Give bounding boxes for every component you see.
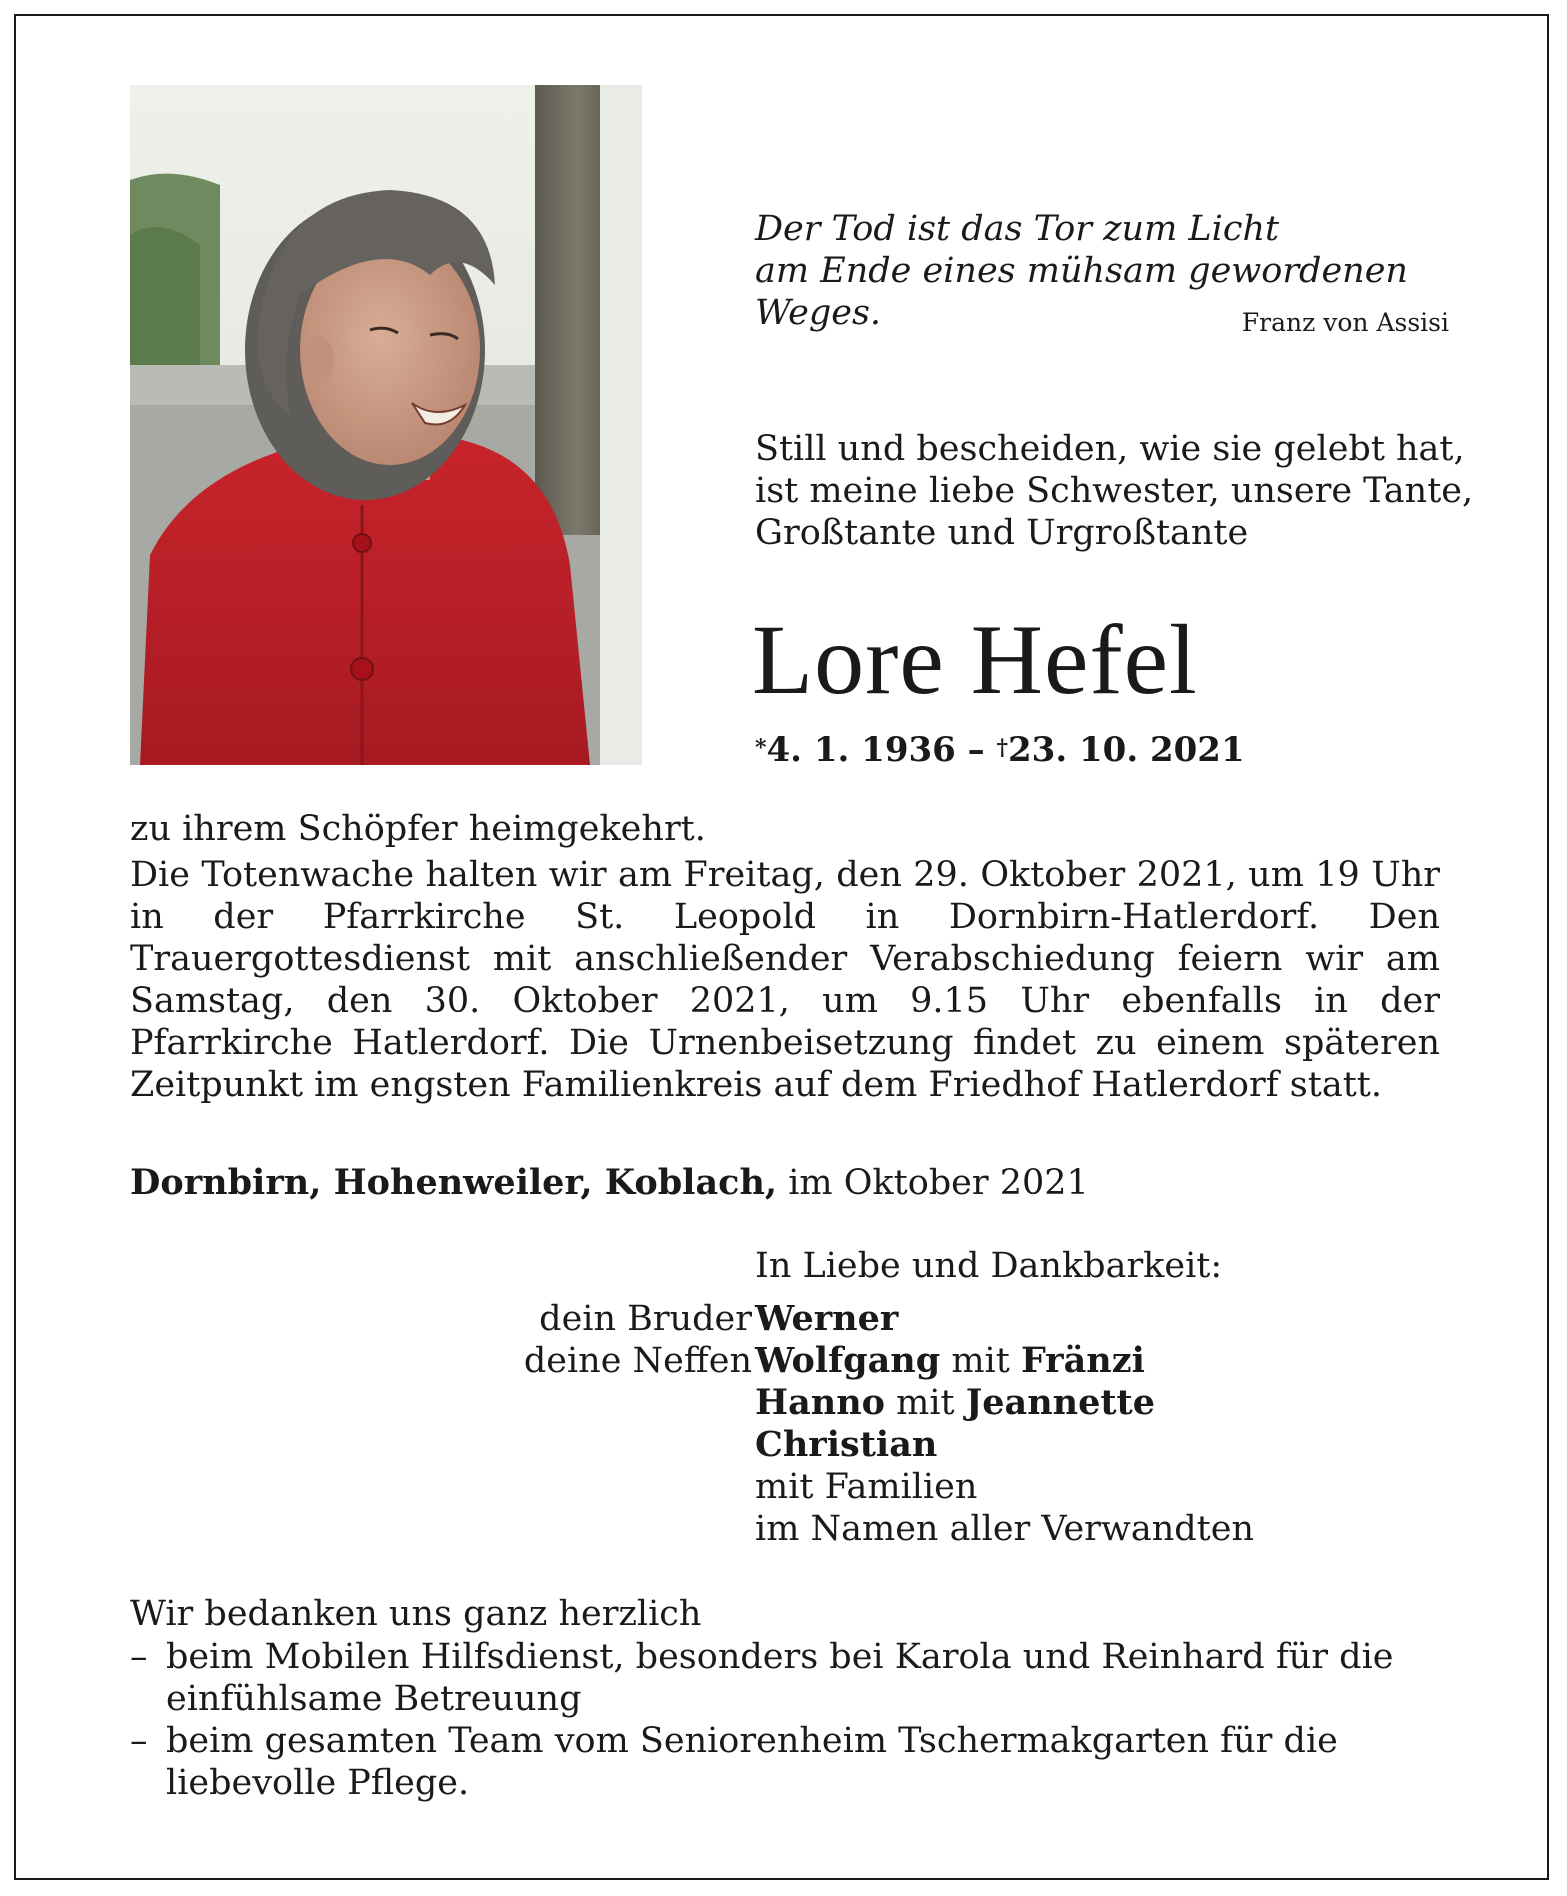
portrait-photo [130,85,642,765]
thanks-item: – beim gesamten Team vom Seniorenheim Tschermakgarten für die liebevolle Pflege. [130,1720,1450,1804]
announcement-date: im Oktober 2021 [777,1163,1089,1203]
portrait-illustration [130,85,642,765]
birth-symbol: * [755,735,767,761]
signoff: In Liebe und Dankbarkeit: [755,1246,1223,1286]
nephew-3-name: Christian [755,1424,938,1465]
quote-line-1: Der Tod ist das Tor zum Licht [755,209,1280,249]
intro-line-1: Still und bescheiden, wie sie gelebt hat, [755,429,1465,469]
families-text: mit Familien [755,1467,978,1507]
thanks-list [130,1636,1450,1804]
quote-line-2: am Ende eines mühsam gewordenen Weges. [755,251,1408,333]
partner-2-name: Jeannette [965,1382,1155,1423]
intro-text [755,428,1475,554]
intro-line-3: Großtante und Urgroßtante [755,513,1249,553]
with-1: mit [940,1341,1021,1381]
return-line: zu ihrem Schöpfer heimgekehrt. [130,809,706,849]
with-2: mit [885,1383,966,1423]
death-symbol: † [996,735,1009,761]
announcement-body [130,808,1440,1106]
thanks-heading: Wir bedanken uns ganz herzlich [130,1594,702,1634]
date-separator: – [955,730,997,770]
quote-author: Franz von Assisi [1241,308,1449,337]
death-date: 23. 10. 2021 [1008,730,1245,770]
nephews-label: deine Neffen [523,1341,752,1381]
nephew-1-name: Wolfgang [755,1340,941,1381]
all-relatives-text: im Namen aller Verwandten [755,1509,1254,1549]
nephew-2-name: Hanno [755,1382,885,1423]
deceased-name: Lore Hefel [752,604,1198,715]
service-details: Die Totenwache halten wir am Freitag, den 29. Oktober 2021, um 19 Uhr in der Pfarrkirche St. Leopold in Dornbirn-Hatlerdorf. Den Trauergottesdienst mit anschließender Verabschiedung feiern wir am Samstag, den 30. Oktober 2021, um 9.15 Uhr ebenfalls in der Pfarrkirche Hatlerdorf. Die Urnenbeisetzung findet zu einem späteren Zeitpunkt im engsten Familienkreis auf dem Friedhof Hatlerdorf statt. [130,855,1440,1105]
partner-1-name: Fränzi [1020,1340,1145,1381]
intro-line-2: ist meine liebe Schwester, unsere Tante, [755,471,1474,511]
brother-label: dein Bruder [539,1299,752,1339]
brother-name: Werner [755,1298,899,1339]
thanks-item: – beim Mobilen Hilfsdienst, besonders bei Karola und Reinhard für die einfühlsame Betreuung [130,1636,1450,1720]
towns: Dornbirn, Hohenweiler, Koblach, [130,1162,778,1203]
life-dates [755,730,1245,770]
place-and-date [130,1162,1089,1204]
birth-date: 4. 1. 1936 [766,730,956,770]
